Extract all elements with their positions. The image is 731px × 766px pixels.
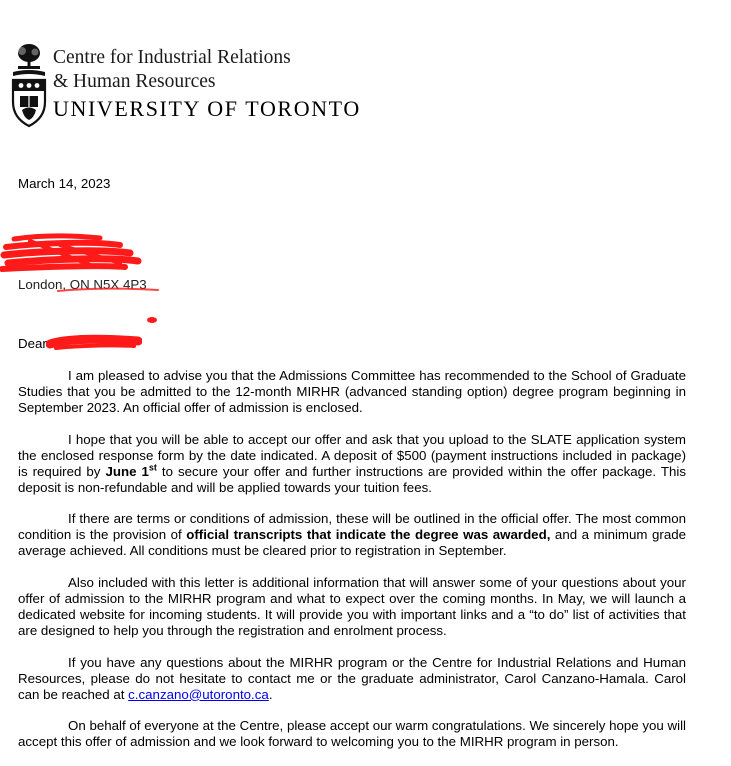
- paragraph-deposit: [18, 432, 686, 496]
- paragraph-additional-info: [18, 575, 686, 639]
- recipient-address: [18, 237, 178, 307]
- address-city-line: London, ON N5X 4P3: [18, 277, 147, 292]
- letterhead-centre-name-line2: & Human Resources: [53, 71, 216, 92]
- paragraph-text: If there are terms or conditions of admission, these will be outlined in the official offer. The most common condition is the provision of: [18, 511, 686, 543]
- redaction-mark: [48, 283, 168, 299]
- paragraph-text: to secure your offer and further instructions are provided within the offer package. This deposit is non-refundable and will be applied towards your tuition fees.: [18, 463, 686, 495]
- letterhead-centre-name: Centre for Industrial Relations: [53, 47, 291, 68]
- letter-date: March 14, 2023: [18, 176, 111, 191]
- paragraph-text: I am pleased to advise you that the Admissions Committee has recommended to the School of Graduate Studies that you be admitted to the 12-month MIRHR (advanced standing option) degree program beginning in September 2023. An official offer of admission is enclosed.: [18, 368, 686, 415]
- letter-body: [18, 368, 686, 766]
- redaction-mark: [144, 315, 160, 325]
- deadline-date: June 1: [105, 463, 149, 479]
- paragraph-text: I hope that you will be able to accept our offer and ask that you upload to the SLATE application system the enclosed response form by the date indicated. A deposit of $500 (payment instructions included in package) is required by: [18, 431, 686, 479]
- salutation-text: Dear: [18, 336, 47, 351]
- paragraph-text: If you have any questions about the MIRHR program or the Centre for Industrial Relations and Human Resources, please do not hesitate to contact me or the graduate administrator, Carol Canzano-Hamala. Carol can be reached at: [18, 654, 686, 702]
- paragraph-text: and a minimum grade average achieved. All conditions must be cleared prior to registration in September.: [18, 527, 687, 559]
- letterhead-university-name: UNIVERSITY OF TORONTO: [53, 96, 361, 121]
- university-of-toronto-crest-icon: [10, 42, 48, 128]
- paragraph-conditions: [18, 511, 686, 559]
- paragraph-contact: [18, 655, 686, 703]
- letterhead: [10, 42, 390, 132]
- paragraph-text: On behalf of everyone at the Centre, please accept our warm congratulations. We sincerely hope you will accept this offer of admission and we look forward to welcoming you to the MIRHR program in person.: [18, 718, 686, 750]
- redaction-mark: [46, 333, 142, 353]
- redaction-mark: [0, 233, 160, 285]
- paragraph-text: Also included with this letter is additional information that will answer some of your questions about your offer of admission to the MIRHR program and what to expect over the coming months. In May, we will launch a dedicated website for incoming students. It will provide you with important links and a “to do” list of activities that are designed to help you through the registration and enrolment process.: [18, 575, 686, 639]
- deposit-deadline: [105, 464, 156, 479]
- deadline-suffix: st: [148, 462, 157, 473]
- paragraph-admission: [18, 368, 686, 416]
- transcripts-requirement: official transcripts that indicate the degree was awarded,: [186, 527, 551, 543]
- paragraph-text: .: [268, 686, 273, 702]
- contact-email-link[interactable]: c.canzano@utoronto.ca: [128, 686, 269, 702]
- salutation: [18, 336, 47, 352]
- paragraph-congratulations: [18, 718, 686, 750]
